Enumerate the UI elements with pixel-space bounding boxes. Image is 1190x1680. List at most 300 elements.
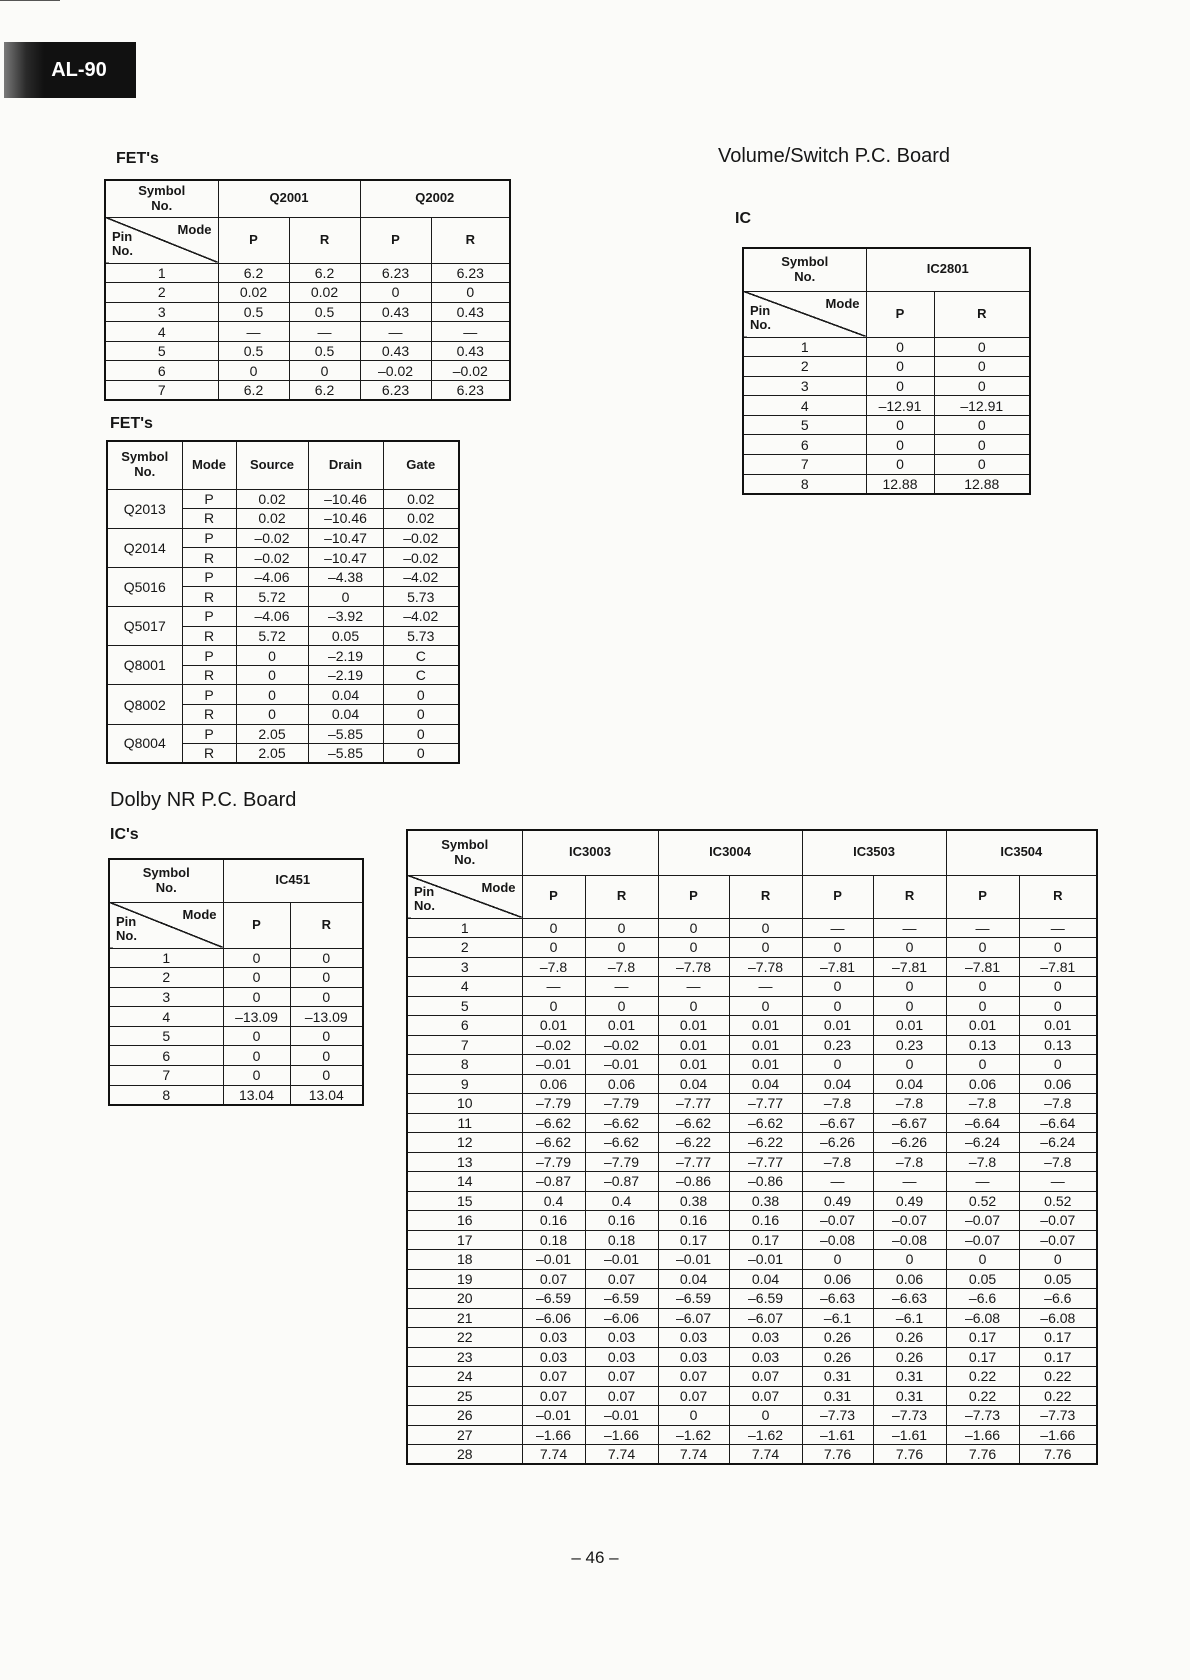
voltage-cell: –7.73 bbox=[1019, 1406, 1097, 1426]
voltage-cell: 0.43 bbox=[360, 302, 431, 322]
voltage-cell: –6.06 bbox=[522, 1308, 585, 1328]
voltage-cell: 0 bbox=[729, 1406, 802, 1426]
voltage-cell: 0.38 bbox=[658, 1191, 729, 1211]
table-row bbox=[109, 948, 363, 968]
voltage-cell: 5.72 bbox=[236, 626, 308, 646]
pin-mode-header bbox=[105, 217, 218, 263]
voltage-cell: 2.05 bbox=[236, 724, 308, 744]
pin-number: 7 bbox=[407, 1035, 522, 1055]
table-row bbox=[107, 685, 459, 705]
voltage-cell: –0.02 bbox=[431, 361, 510, 381]
voltage-cell: 0 bbox=[290, 987, 363, 1007]
table-row bbox=[743, 248, 1030, 291]
device-header: IC451 bbox=[223, 859, 363, 902]
voltage-cell: 0.23 bbox=[802, 1035, 873, 1055]
voltage-cell: 0.43 bbox=[431, 302, 510, 322]
voltage-cell: –0.08 bbox=[873, 1230, 946, 1250]
table-row bbox=[407, 918, 1097, 938]
table-row bbox=[107, 528, 459, 548]
voltage-cell: –3.92 bbox=[308, 607, 383, 627]
pin-number: 20 bbox=[407, 1289, 522, 1309]
voltage-cell: 0.01 bbox=[658, 1035, 729, 1055]
voltage-cell: –6.67 bbox=[873, 1113, 946, 1133]
table-row bbox=[407, 1035, 1097, 1055]
mode-header: P bbox=[866, 291, 934, 337]
pin-number: 11 bbox=[407, 1113, 522, 1133]
voltage-cell: –0.08 bbox=[802, 1230, 873, 1250]
table-row bbox=[105, 180, 510, 217]
voltage-cell: –6.07 bbox=[658, 1308, 729, 1328]
device-header: IC3503 bbox=[802, 830, 946, 875]
voltage-cell: 0.07 bbox=[522, 1367, 585, 1387]
mode-cell: P bbox=[182, 528, 236, 548]
table-row bbox=[107, 567, 459, 587]
voltage-cell: 0.03 bbox=[522, 1347, 585, 1367]
column-header: Gate bbox=[383, 441, 459, 489]
voltage-cell: 0 bbox=[946, 977, 1019, 997]
voltage-cell: 0.07 bbox=[585, 1269, 658, 1289]
table-row bbox=[107, 646, 459, 666]
mode-cell: R bbox=[182, 705, 236, 725]
voltage-cell: –4.02 bbox=[383, 607, 459, 627]
voltage-cell: –0.02 bbox=[522, 1035, 585, 1055]
voltage-cell: 0 bbox=[934, 376, 1030, 396]
table-row bbox=[407, 1386, 1097, 1406]
mode-cell: P bbox=[182, 724, 236, 744]
table-row bbox=[105, 322, 510, 342]
pin-number: 3 bbox=[743, 376, 866, 396]
voltage-cell: 0 bbox=[585, 938, 658, 958]
voltage-cell: 0.02 bbox=[236, 509, 308, 529]
voltage-cell: 0.05 bbox=[1019, 1269, 1097, 1289]
voltage-cell: 0.01 bbox=[585, 1016, 658, 1036]
fets-caption-1: FET's bbox=[116, 150, 159, 167]
pin-mode-header bbox=[109, 902, 223, 948]
voltage-cell: 0.18 bbox=[585, 1230, 658, 1250]
voltage-cell: 0.16 bbox=[658, 1211, 729, 1231]
voltage-cell: –0.07 bbox=[1019, 1230, 1097, 1250]
voltage-cell: 0 bbox=[585, 918, 658, 938]
mode-cell: P bbox=[182, 567, 236, 587]
voltage-cell: 0 bbox=[946, 1055, 1019, 1075]
voltage-cell: 12.88 bbox=[934, 474, 1030, 494]
voltage-cell: 0.01 bbox=[802, 1016, 873, 1036]
pin-number: 5 bbox=[105, 341, 218, 361]
voltage-cell: 0 bbox=[658, 918, 729, 938]
voltage-cell: 0.07 bbox=[658, 1386, 729, 1406]
table-row bbox=[407, 1074, 1097, 1094]
pin-number: 16 bbox=[407, 1211, 522, 1231]
voltage-cell: –6.6 bbox=[1019, 1289, 1097, 1309]
voltage-cell: 0 bbox=[866, 455, 934, 475]
table-row bbox=[407, 1445, 1097, 1465]
pin-number: 1 bbox=[407, 918, 522, 938]
voltage-cell: –0.01 bbox=[585, 1406, 658, 1426]
voltage-cell: C bbox=[383, 646, 459, 666]
voltage-cell: 0.07 bbox=[585, 1386, 658, 1406]
table-row bbox=[743, 435, 1030, 455]
pin-number: 4 bbox=[743, 396, 866, 416]
voltage-cell: 0.03 bbox=[658, 1347, 729, 1367]
voltage-cell: 0 bbox=[658, 938, 729, 958]
voltage-cell: –1.66 bbox=[522, 1425, 585, 1445]
voltage-cell: 7.74 bbox=[729, 1445, 802, 1465]
mode-header: P bbox=[802, 875, 873, 918]
voltage-cell: 6.2 bbox=[218, 381, 289, 401]
voltage-cell: –6.08 bbox=[946, 1308, 1019, 1328]
voltage-cell: 0.18 bbox=[522, 1230, 585, 1250]
voltage-cell: 0 bbox=[308, 587, 383, 607]
voltage-cell: 0.03 bbox=[585, 1328, 658, 1348]
voltage-cell: 0 bbox=[1019, 977, 1097, 997]
mode-cell: P bbox=[182, 646, 236, 666]
voltage-cell: –7.81 bbox=[946, 957, 1019, 977]
column-header: Source bbox=[236, 441, 308, 489]
voltage-cell: 0.01 bbox=[729, 1035, 802, 1055]
voltage-cell: 0.03 bbox=[522, 1328, 585, 1348]
pin-number: 26 bbox=[407, 1406, 522, 1426]
voltage-cell: 0.13 bbox=[946, 1035, 1019, 1055]
voltage-cell: –7.77 bbox=[658, 1094, 729, 1114]
voltage-cell: 0.01 bbox=[729, 1016, 802, 1036]
voltage-cell: 0 bbox=[383, 705, 459, 725]
voltage-cell: 0.07 bbox=[729, 1367, 802, 1387]
voltage-cell: 0 bbox=[522, 938, 585, 958]
voltage-cell: –7.8 bbox=[873, 1152, 946, 1172]
voltage-cell: 0.5 bbox=[289, 302, 360, 322]
voltage-cell: –10.47 bbox=[308, 528, 383, 548]
voltage-cell: 0 bbox=[946, 1250, 1019, 1270]
voltage-cell: –7.8 bbox=[946, 1094, 1019, 1114]
mode-cell: R bbox=[182, 626, 236, 646]
voltage-cell: 0.02 bbox=[383, 489, 459, 509]
voltage-cell: 0 bbox=[866, 415, 934, 435]
table-row bbox=[105, 283, 510, 303]
mode-header: R bbox=[289, 217, 360, 263]
voltage-cell: 0 bbox=[1019, 1250, 1097, 1270]
voltage-cell: –0.07 bbox=[946, 1230, 1019, 1250]
table-row bbox=[109, 1026, 363, 1046]
voltage-cell: 0.17 bbox=[658, 1230, 729, 1250]
voltage-cell: –4.02 bbox=[383, 567, 459, 587]
voltage-cell: 0.07 bbox=[522, 1269, 585, 1289]
mode-label: Mode bbox=[825, 295, 860, 311]
pin-number: 6 bbox=[109, 1046, 223, 1066]
voltage-cell: 0.05 bbox=[946, 1269, 1019, 1289]
mode-header: P bbox=[218, 217, 289, 263]
pin-number: 21 bbox=[407, 1308, 522, 1328]
voltage-cell: –0.01 bbox=[585, 1055, 658, 1075]
table-row bbox=[407, 996, 1097, 1016]
voltage-cell: –4.06 bbox=[236, 607, 308, 627]
voltage-cell: 0 bbox=[585, 996, 658, 1016]
voltage-cell: –6.64 bbox=[1019, 1113, 1097, 1133]
voltage-cell: –7.78 bbox=[658, 957, 729, 977]
voltage-cell: 0.43 bbox=[360, 341, 431, 361]
voltage-cell: 6.23 bbox=[360, 381, 431, 401]
voltage-cell: 0.06 bbox=[1019, 1074, 1097, 1094]
voltage-cell: 0 bbox=[802, 1055, 873, 1075]
voltage-cell: 0.22 bbox=[1019, 1386, 1097, 1406]
voltage-cell: –1.61 bbox=[873, 1425, 946, 1445]
voltage-cell: 0.04 bbox=[729, 1074, 802, 1094]
mode-label: Mode bbox=[481, 879, 516, 895]
voltage-cell: 0 bbox=[223, 1066, 290, 1086]
pin-number: 1 bbox=[109, 948, 223, 968]
voltage-cell: –7.81 bbox=[1019, 957, 1097, 977]
voltage-cell: –0.87 bbox=[585, 1172, 658, 1192]
voltage-cell: 0.02 bbox=[289, 283, 360, 303]
voltage-cell: 0 bbox=[866, 376, 934, 396]
top-edge-line bbox=[0, 0, 60, 1]
table-row bbox=[109, 987, 363, 1007]
pin-number: 2 bbox=[407, 938, 522, 958]
model-badge-text: AL-90 bbox=[51, 58, 107, 81]
pin-number: 8 bbox=[109, 1085, 223, 1105]
dolby-ic-table bbox=[406, 829, 1098, 1465]
voltage-cell: 7.76 bbox=[1019, 1445, 1097, 1465]
symbol-cell: Q8002 bbox=[107, 685, 182, 724]
voltage-cell: 0.22 bbox=[946, 1367, 1019, 1387]
voltage-cell: –1.62 bbox=[729, 1425, 802, 1445]
voltage-cell: –1.61 bbox=[802, 1425, 873, 1445]
voltage-cell: 0 bbox=[383, 685, 459, 705]
mode-header: P bbox=[360, 217, 431, 263]
mode-header: R bbox=[934, 291, 1030, 337]
voltage-cell: 0 bbox=[934, 415, 1030, 435]
voltage-cell: –0.02 bbox=[585, 1035, 658, 1055]
pin-number: 6 bbox=[743, 435, 866, 455]
page-number: – 46 – bbox=[571, 1548, 619, 1567]
voltage-cell: 0 bbox=[873, 1250, 946, 1270]
voltage-cell: –12.91 bbox=[934, 396, 1030, 416]
voltage-cell: –6.62 bbox=[585, 1113, 658, 1133]
table-row bbox=[109, 1007, 363, 1027]
voltage-cell: 7.74 bbox=[585, 1445, 658, 1465]
voltage-cell: –7.77 bbox=[658, 1152, 729, 1172]
column-header: Symbol No. bbox=[107, 441, 182, 489]
voltage-cell: 0 bbox=[1019, 996, 1097, 1016]
table-row bbox=[105, 361, 510, 381]
table-row bbox=[407, 830, 1097, 875]
voltage-cell: –5.85 bbox=[308, 724, 383, 744]
voltage-cell: 0 bbox=[223, 1026, 290, 1046]
column-header: Drain bbox=[308, 441, 383, 489]
voltage-cell: 0 bbox=[522, 918, 585, 938]
voltage-cell: 7.76 bbox=[802, 1445, 873, 1465]
pin-number: 17 bbox=[407, 1230, 522, 1250]
voltage-cell: –6.24 bbox=[946, 1133, 1019, 1153]
voltage-cell: 0.02 bbox=[383, 509, 459, 529]
voltage-cell: 0.17 bbox=[946, 1347, 1019, 1367]
fets-caption-2: FET's bbox=[110, 415, 153, 432]
mode-header: R bbox=[585, 875, 658, 918]
table-row bbox=[407, 1347, 1097, 1367]
voltage-cell: –0.07 bbox=[802, 1211, 873, 1231]
voltage-cell: –1.66 bbox=[946, 1425, 1019, 1445]
voltage-cell: 0.01 bbox=[1019, 1016, 1097, 1036]
voltage-cell: — bbox=[1019, 918, 1097, 938]
voltage-cell: –6.1 bbox=[873, 1308, 946, 1328]
voltage-cell: 0.06 bbox=[802, 1269, 873, 1289]
voltage-cell: 0.31 bbox=[802, 1386, 873, 1406]
voltage-cell: –7.8 bbox=[946, 1152, 1019, 1172]
voltage-cell: –6.67 bbox=[802, 1113, 873, 1133]
voltage-cell: –7.79 bbox=[585, 1094, 658, 1114]
table-row bbox=[407, 1172, 1097, 1192]
voltage-cell: 0.01 bbox=[658, 1055, 729, 1075]
symbol-cell: Q8001 bbox=[107, 646, 182, 685]
voltage-cell: 0 bbox=[1019, 938, 1097, 958]
voltage-cell: 6.23 bbox=[360, 263, 431, 283]
voltage-cell: 12.88 bbox=[866, 474, 934, 494]
table-row bbox=[109, 1085, 363, 1105]
pin-number: 7 bbox=[743, 455, 866, 475]
pin-number: 15 bbox=[407, 1191, 522, 1211]
voltage-cell: — bbox=[802, 918, 873, 938]
table-row bbox=[743, 415, 1030, 435]
pin-number: 8 bbox=[407, 1055, 522, 1075]
voltage-cell: 0 bbox=[236, 665, 308, 685]
voltage-cell: 0.22 bbox=[1019, 1367, 1097, 1387]
voltage-cell: –1.62 bbox=[658, 1425, 729, 1445]
voltage-cell: 0.26 bbox=[873, 1328, 946, 1348]
voltage-cell: 0.23 bbox=[873, 1035, 946, 1055]
voltage-cell: –12.91 bbox=[866, 396, 934, 416]
mode-header: R bbox=[873, 875, 946, 918]
model-badge bbox=[4, 42, 136, 98]
voltage-cell: 0.03 bbox=[585, 1347, 658, 1367]
voltage-cell: 0 bbox=[873, 977, 946, 997]
table-row bbox=[743, 455, 1030, 475]
voltage-cell: –0.02 bbox=[383, 528, 459, 548]
symbol-cell: Q2013 bbox=[107, 489, 182, 528]
table-row bbox=[407, 1113, 1097, 1133]
voltage-cell: — bbox=[585, 977, 658, 997]
voltage-cell: –7.79 bbox=[522, 1094, 585, 1114]
voltage-cell: 0 bbox=[934, 357, 1030, 377]
voltage-cell: –6.22 bbox=[658, 1133, 729, 1153]
voltage-cell: –7.77 bbox=[729, 1094, 802, 1114]
voltage-cell: 0.52 bbox=[946, 1191, 1019, 1211]
voltage-cell: –6.64 bbox=[946, 1113, 1019, 1133]
voltage-cell: 5.72 bbox=[236, 587, 308, 607]
voltage-cell: –0.01 bbox=[522, 1250, 585, 1270]
voltage-cell: 0 bbox=[431, 283, 510, 303]
voltage-cell: 0.04 bbox=[729, 1269, 802, 1289]
voltage-cell: –10.46 bbox=[308, 509, 383, 529]
voltage-cell: –7.78 bbox=[729, 957, 802, 977]
device-header: Q2002 bbox=[360, 180, 510, 217]
voltage-cell: 0 bbox=[802, 977, 873, 997]
device-header: IC3504 bbox=[946, 830, 1097, 875]
ic2801-table bbox=[742, 247, 1031, 495]
voltage-cell: –0.86 bbox=[729, 1172, 802, 1192]
voltage-cell: 0 bbox=[218, 361, 289, 381]
voltage-cell: –2.19 bbox=[308, 646, 383, 666]
voltage-cell: –0.02 bbox=[360, 361, 431, 381]
voltage-cell: 0.04 bbox=[873, 1074, 946, 1094]
voltage-cell: –13.09 bbox=[223, 1007, 290, 1027]
voltage-cell: 0.06 bbox=[946, 1074, 1019, 1094]
table-row bbox=[407, 1133, 1097, 1153]
voltage-cell: –6.26 bbox=[802, 1133, 873, 1153]
voltage-cell: –6.62 bbox=[522, 1133, 585, 1153]
table-row bbox=[407, 938, 1097, 958]
mode-cell: R bbox=[182, 665, 236, 685]
pin-number: 14 bbox=[407, 1172, 522, 1192]
voltage-cell: 5.73 bbox=[383, 626, 459, 646]
voltage-cell: 0.01 bbox=[729, 1055, 802, 1075]
voltage-cell: –0.07 bbox=[873, 1211, 946, 1231]
mode-header: R bbox=[290, 902, 363, 948]
pin-number: 28 bbox=[407, 1445, 522, 1465]
voltage-cell: 0.07 bbox=[522, 1386, 585, 1406]
mode-cell: P bbox=[182, 607, 236, 627]
voltage-cell: –2.19 bbox=[308, 665, 383, 685]
voltage-cell: –0.01 bbox=[585, 1250, 658, 1270]
voltage-cell: 13.04 bbox=[223, 1085, 290, 1105]
pin-number: 4 bbox=[109, 1007, 223, 1027]
voltage-cell: 6.2 bbox=[289, 381, 360, 401]
mode-cell: R bbox=[182, 548, 236, 568]
voltage-cell: –1.66 bbox=[585, 1425, 658, 1445]
symbol-header: Symbol No. bbox=[109, 859, 223, 902]
voltage-cell: –0.07 bbox=[946, 1211, 1019, 1231]
mode-header: P bbox=[658, 875, 729, 918]
voltage-cell: — bbox=[360, 322, 431, 342]
table-row bbox=[407, 1406, 1097, 1426]
voltage-cell: 0 bbox=[946, 996, 1019, 1016]
column-header: Mode bbox=[182, 441, 236, 489]
voltage-cell: 0 bbox=[223, 987, 290, 1007]
voltage-cell: –6.62 bbox=[522, 1113, 585, 1133]
voltage-cell: –4.06 bbox=[236, 567, 308, 587]
voltage-cell: 0.5 bbox=[218, 302, 289, 322]
voltage-cell: 0 bbox=[383, 724, 459, 744]
voltage-cell: –7.8 bbox=[802, 1094, 873, 1114]
voltage-cell: — bbox=[289, 322, 360, 342]
table-row bbox=[743, 376, 1030, 396]
voltage-cell: –0.02 bbox=[383, 548, 459, 568]
pin-label: Pin No. bbox=[414, 883, 435, 914]
voltage-cell: 0 bbox=[1019, 1055, 1097, 1075]
voltage-cell: –6.1 bbox=[802, 1308, 873, 1328]
voltage-cell: — bbox=[946, 1172, 1019, 1192]
pin-number: 25 bbox=[407, 1386, 522, 1406]
voltage-cell: –7.73 bbox=[802, 1406, 873, 1426]
voltage-cell: 0 bbox=[866, 357, 934, 377]
voltage-cell: –6.63 bbox=[802, 1289, 873, 1309]
pin-number: 1 bbox=[743, 337, 866, 357]
voltage-cell: 0 bbox=[223, 968, 290, 988]
voltage-cell: –6.59 bbox=[729, 1289, 802, 1309]
voltage-cell: 0.07 bbox=[585, 1367, 658, 1387]
voltage-cell: 0.4 bbox=[522, 1191, 585, 1211]
voltage-cell: 0.01 bbox=[946, 1016, 1019, 1036]
voltage-cell: — bbox=[218, 322, 289, 342]
table-row bbox=[407, 1289, 1097, 1309]
voltage-cell: 0.16 bbox=[729, 1211, 802, 1231]
voltage-cell: 0 bbox=[866, 435, 934, 455]
pin-number: 3 bbox=[105, 302, 218, 322]
voltage-cell: 0.02 bbox=[236, 489, 308, 509]
voltage-cell: — bbox=[431, 322, 510, 342]
voltage-cell: — bbox=[873, 918, 946, 938]
voltage-cell: 5.73 bbox=[383, 587, 459, 607]
pin-number: 2 bbox=[109, 968, 223, 988]
voltage-cell: –0.86 bbox=[658, 1172, 729, 1192]
